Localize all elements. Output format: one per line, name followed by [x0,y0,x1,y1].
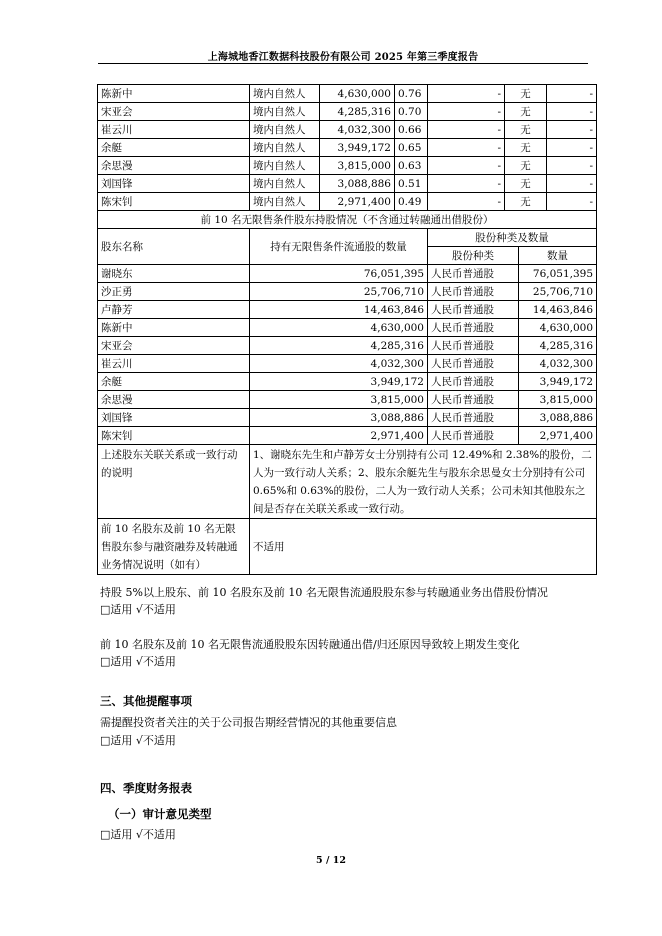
cell-count: 14,463,846 [519,301,597,319]
cell-qty: 4,285,316 [250,337,428,355]
section3-text: 需提醒投资者关注的关于公司报告期经营情况的其他重要信息 [100,716,397,729]
section4-option: □适用 √不适用 [100,828,176,841]
cell-qty: 14,463,846 [250,301,428,319]
cell-nature: 境内自然人 [250,175,320,193]
cell-qty: 3,088,886 [250,409,428,427]
cell-pledge-qty: - [547,139,597,157]
cell-name: 陈新中 [98,319,250,337]
note1-option: □适用 √不适用 [100,603,176,616]
cell-name: 崔云川 [98,355,250,373]
cell-name: 陈宋钊 [98,193,250,211]
unrestricted-title: 前 10 名无限售条件股东持股情况（不含通过转融通出借股份） [98,211,597,229]
cell-count: 4,285,316 [519,337,597,355]
cell-pledge-qty: - [547,157,597,175]
table-row [98,319,597,337]
cell-pledge: 无 [505,193,547,211]
cell-type: 人民币普通股 [428,391,519,409]
cell-name: 刘国锋 [98,409,250,427]
cell-ratio: 0.65 [395,139,428,157]
col-header-qty: 持有无限售条件流通股的数量 [250,229,428,265]
cell-nature: 境内自然人 [250,121,320,139]
cell-count: 25,706,710 [519,283,597,301]
table-row [98,283,597,301]
col-header-type-group: 股份种类及数量 [428,229,597,247]
cell-type: 人民币普通股 [428,427,519,445]
cell-qty: 4,032,300 [250,355,428,373]
cell-count: 3,815,000 [519,391,597,409]
cell-restricted: - [428,85,505,103]
cell-nature: 境内自然人 [250,85,320,103]
table-row [98,337,597,355]
cell-pledge: 无 [505,103,547,121]
col-header-type: 股份种类 [428,247,519,265]
cell-type: 人民币普通股 [428,301,519,319]
unrestricted-shareholders-table [97,210,597,575]
cell-name: 余思漫 [98,157,250,175]
cell-qty: 3,949,172 [250,373,428,391]
table-row [98,193,597,211]
cell-shares: 3,815,000 [320,157,395,175]
cell-restricted: - [428,103,505,121]
margin-label: 前 10 名股东及前 10 名无限售股东参与融资融券及转融通业务情况说明（如有） [98,519,250,575]
cell-ratio: 0.76 [395,85,428,103]
note2-text: 前 10 名股东及前 10 名无限售流通股股东因转融通出借/归还原因导致较上期发生变化 [100,638,520,651]
margin-row [98,519,597,575]
col-header-name: 股东名称 [98,229,250,265]
cell-pledge-qty: - [547,193,597,211]
cell-nature: 境内自然人 [250,103,320,121]
header-row [98,229,597,247]
cell-shares: 4,285,316 [320,103,395,121]
cell-ratio: 0.63 [395,157,428,175]
cell-pledge-qty: - [547,175,597,193]
cell-nature: 境内自然人 [250,193,320,211]
cell-ratio: 0.70 [395,103,428,121]
cell-count: 2,971,400 [519,427,597,445]
cell-type: 人民币普通股 [428,319,519,337]
cell-name: 谢晓东 [98,265,250,283]
cell-count: 3,088,886 [519,409,597,427]
table-row [98,409,597,427]
cell-ratio: 0.49 [395,193,428,211]
cell-name: 刘国锋 [98,175,250,193]
cell-nature: 境内自然人 [250,157,320,175]
cell-name: 卢静芳 [98,301,250,319]
table-row [98,265,597,283]
section4-subtitle: （一）审计意见类型 [108,807,212,821]
cell-pledge-qty: - [547,85,597,103]
cell-shares: 3,088,886 [320,175,395,193]
section3-option: □适用 √不适用 [100,734,176,747]
page-number: 5 / 12 [316,855,346,866]
cell-name: 陈宋钊 [98,427,250,445]
cell-name: 沙正勇 [98,283,250,301]
cell-count: 76,051,395 [519,265,597,283]
cell-type: 人民币普通股 [428,337,519,355]
page-header: 上海城地香江数据科技股份有限公司 2025 年第三季度报告 [207,52,479,63]
table-row [98,85,597,103]
cell-pledge: 无 [505,175,547,193]
cell-qty: 2,971,400 [250,427,428,445]
cell-count: 4,630,000 [519,319,597,337]
cell-name: 余思漫 [98,391,250,409]
cell-name: 余艇 [98,373,250,391]
table-row [98,103,597,121]
table-row [98,373,597,391]
table-row [98,391,597,409]
cell-name: 崔云川 [98,121,250,139]
cell-restricted: - [428,175,505,193]
cell-count: 3,949,172 [519,373,597,391]
cell-restricted: - [428,139,505,157]
table-row [98,355,597,373]
cell-nature: 境内自然人 [250,139,320,157]
cell-pledge-qty: - [547,103,597,121]
section4-title: 四、季度财务报表 [100,781,192,795]
cell-count: 4,032,300 [519,355,597,373]
table-row [98,427,597,445]
cell-pledge-qty: - [547,121,597,139]
cell-shares: 2,971,400 [320,193,395,211]
cell-restricted: - [428,193,505,211]
table-row [98,121,597,139]
relation-label: 上述股东关联关系或一致行动的说明 [98,445,250,519]
cell-type: 人民币普通股 [428,373,519,391]
cell-type: 人民币普通股 [428,283,519,301]
cell-shares: 4,630,000 [320,85,395,103]
cell-type: 人民币普通股 [428,355,519,373]
col-header-count: 数量 [519,247,597,265]
note1-text: 持股 5%以上股东、前 10 名股东及前 10 名无限售流通股股东参与转融通业务出借股份情况 [100,586,548,599]
margin-value: 不适用 [250,519,597,575]
table-row [98,139,597,157]
cell-qty: 25,706,710 [250,283,428,301]
cell-restricted: - [428,121,505,139]
cell-type: 人民币普通股 [428,409,519,427]
cell-name: 宋亚会 [98,103,250,121]
cell-qty: 76,051,395 [250,265,428,283]
header-rule [98,63,588,64]
cell-type: 人民币普通股 [428,265,519,283]
cell-name: 宋亚会 [98,337,250,355]
table-row [98,157,597,175]
table-row [98,175,597,193]
cell-shares: 4,032,300 [320,121,395,139]
top10-shareholders-table [97,84,597,211]
table-row [98,301,597,319]
cell-pledge: 无 [505,85,547,103]
cell-name: 陈新中 [98,85,250,103]
relation-row [98,445,597,519]
relation-text: 1、谢晓东先生和卢静芳女士分别持有公司 12.49%和 2.38%的股份，二人为一致行动人关系；2、股东余艇先生与股东余思曼女士分别持有公司 0.65%和 0.63%的股份，二人为一致行动人关系；公司未知其他股东之间是否存在关联关系或一致行动。 [250,445,597,519]
cell-pledge: 无 [505,157,547,175]
cell-qty: 3,815,000 [250,391,428,409]
note2-option: □适用 √不适用 [100,655,176,668]
section3-title: 三、其他提醒事项 [100,694,192,708]
cell-pledge: 无 [505,139,547,157]
cell-pledge: 无 [505,121,547,139]
cell-qty: 4,630,000 [250,319,428,337]
table-title-row [98,211,597,229]
cell-restricted: - [428,157,505,175]
cell-shares: 3,949,172 [320,139,395,157]
cell-ratio: 0.66 [395,121,428,139]
cell-name: 余艇 [98,139,250,157]
cell-ratio: 0.51 [395,175,428,193]
